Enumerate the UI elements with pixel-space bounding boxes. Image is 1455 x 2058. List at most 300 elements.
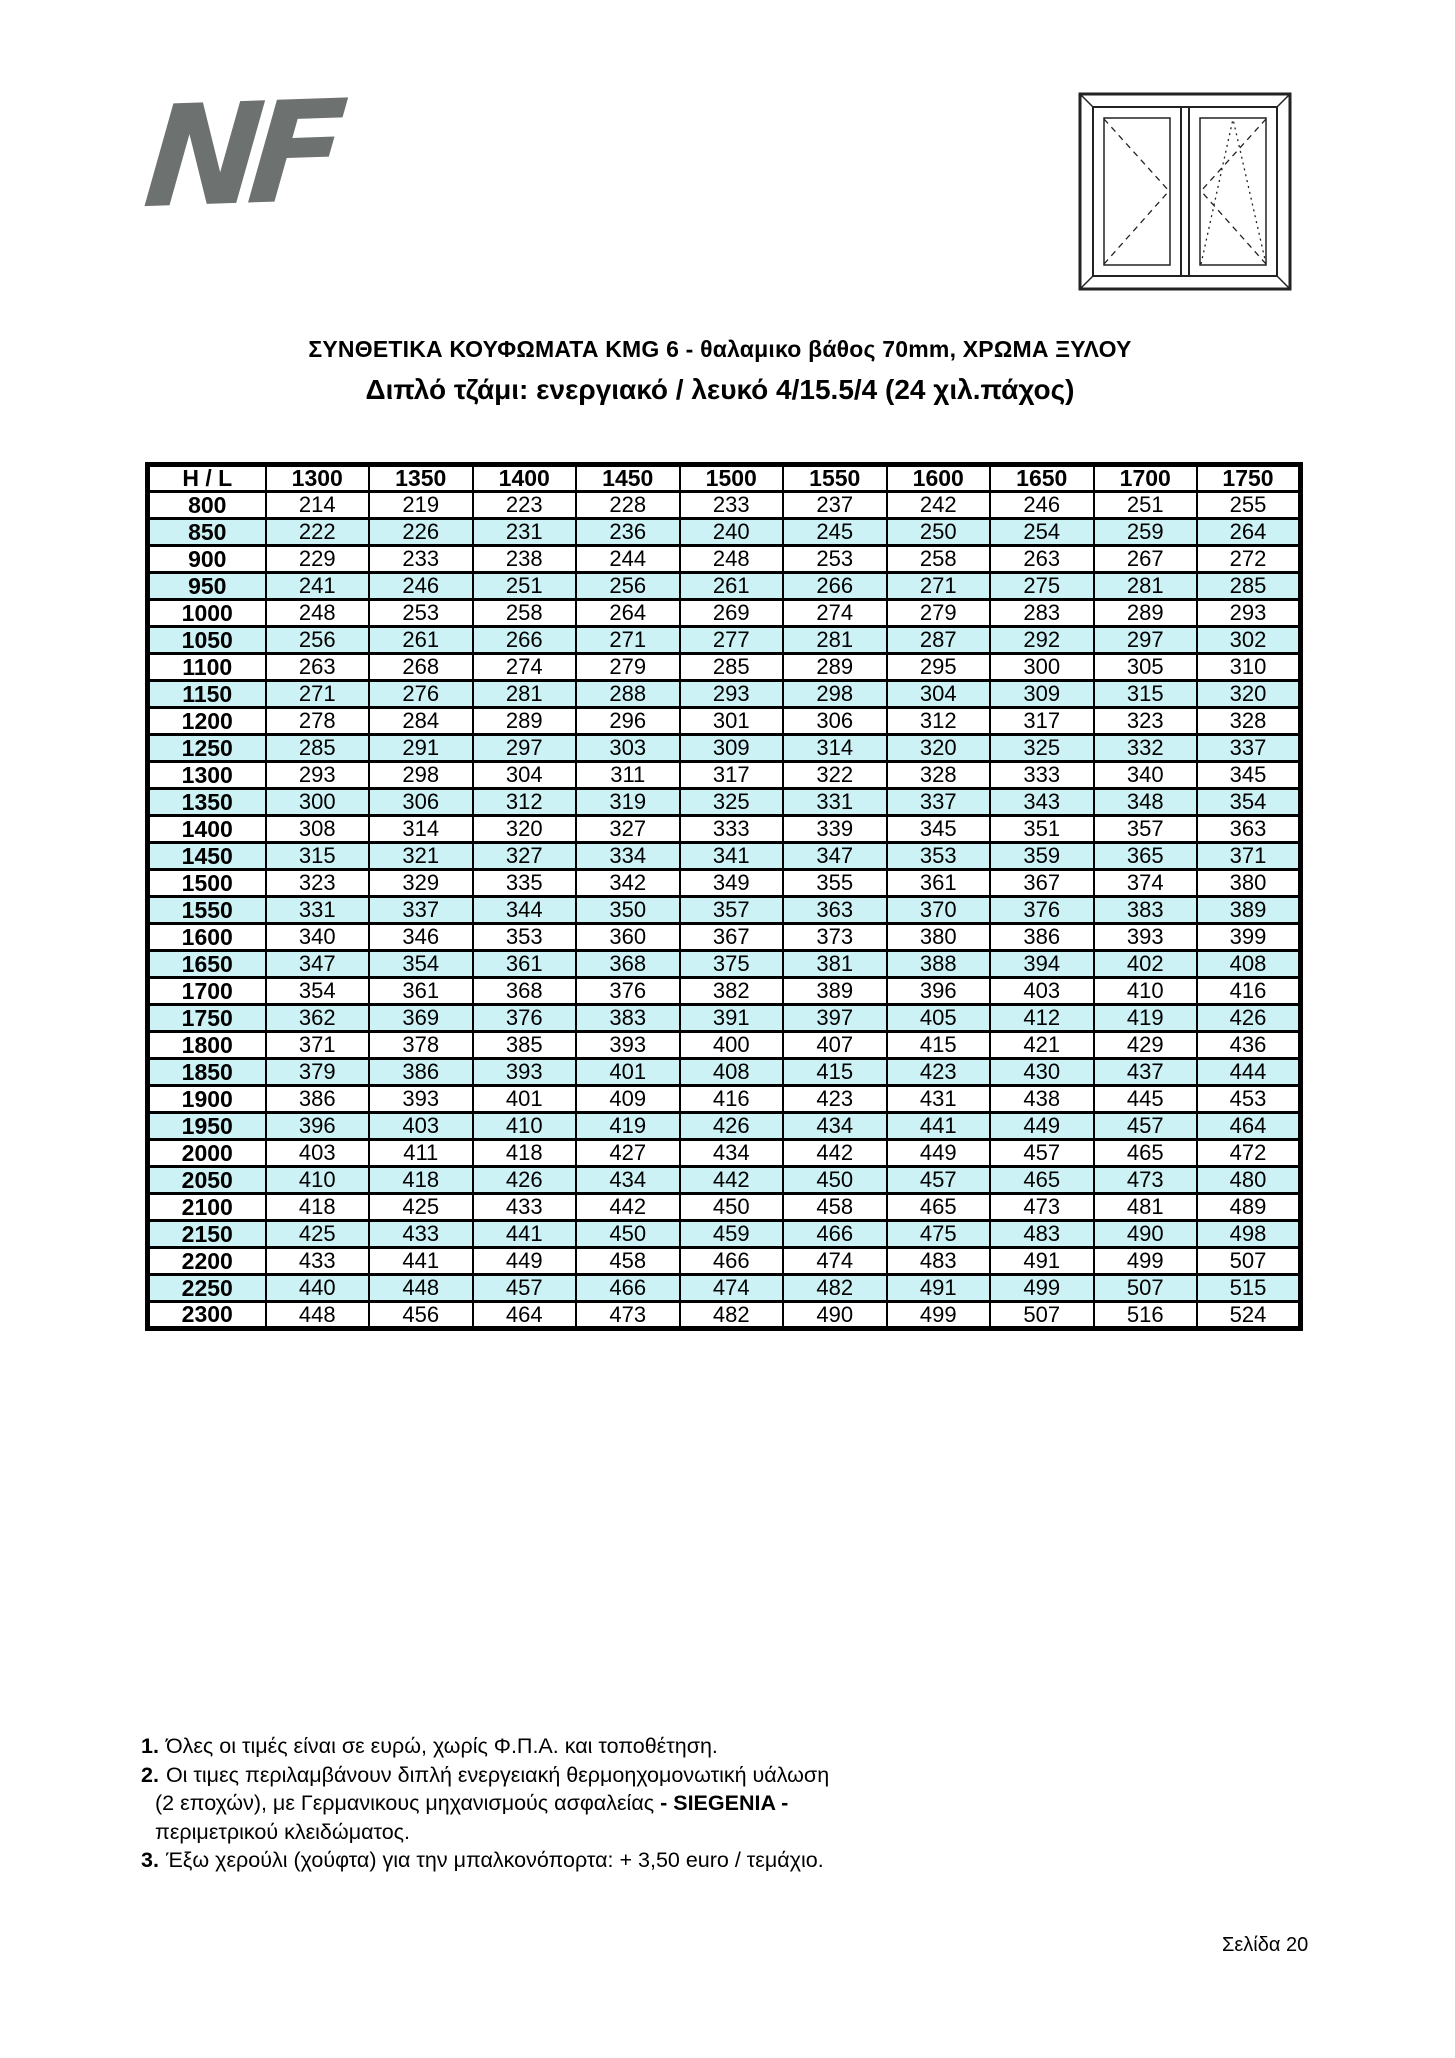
price-cell: 465: [990, 1167, 1094, 1194]
price-cell: 361: [369, 978, 473, 1005]
row-height-cell: 2300: [148, 1302, 266, 1329]
price-cell: 269: [680, 600, 784, 627]
price-cell: 281: [1094, 573, 1198, 600]
price-cell: 434: [783, 1113, 887, 1140]
row-height-cell: 1350: [148, 789, 266, 816]
price-cell: 258: [473, 600, 577, 627]
table-row: [148, 978, 1301, 1005]
price-cell: 403: [990, 978, 1094, 1005]
price-cell: 376: [990, 897, 1094, 924]
row-height-cell: 1000: [148, 600, 266, 627]
table-row: [148, 1113, 1301, 1140]
price-cell: 335: [473, 870, 577, 897]
price-cell: 474: [783, 1248, 887, 1275]
table-row: [148, 1248, 1301, 1275]
row-height-cell: 2000: [148, 1140, 266, 1167]
price-cell: 293: [680, 681, 784, 708]
col-header-cell: 1300: [266, 465, 370, 492]
price-cell: 341: [680, 843, 784, 870]
price-cell: 465: [1094, 1140, 1198, 1167]
price-cell: 378: [369, 1032, 473, 1059]
note-2-line3-text: περιμετρικού κλειδώματος.: [155, 1819, 410, 1844]
price-cell: 408: [680, 1059, 784, 1086]
price-cell: 361: [473, 951, 577, 978]
window-diagram-icon: [1078, 92, 1292, 291]
price-cell: 312: [473, 789, 577, 816]
price-cell: 254: [990, 519, 1094, 546]
price-cell: 391: [680, 1005, 784, 1032]
price-cell: 383: [1094, 897, 1198, 924]
price-cell: 403: [266, 1140, 370, 1167]
price-cell: 400: [680, 1032, 784, 1059]
table-header-row: [148, 465, 1301, 492]
price-cell: 442: [576, 1194, 680, 1221]
row-height-cell: 1550: [148, 897, 266, 924]
row-height-cell: 1250: [148, 735, 266, 762]
price-cell: 248: [266, 600, 370, 627]
nf-logo: NF: [138, 70, 339, 241]
col-header-cell: 1600: [887, 465, 991, 492]
price-cell: 325: [990, 735, 1094, 762]
price-cell: 367: [680, 924, 784, 951]
price-cell: 491: [990, 1248, 1094, 1275]
price-cell: 407: [783, 1032, 887, 1059]
price-cell: 302: [1197, 627, 1301, 654]
price-cell: 303: [576, 735, 680, 762]
price-cell: 362: [266, 1005, 370, 1032]
price-cell: 274: [473, 654, 577, 681]
price-cell: 340: [266, 924, 370, 951]
note-3: [141, 1846, 829, 1875]
page-subtitle: Διπλό τζάμι: ενεργιακό / λευκό 4/15.5/4 (24 χιλ.πάχος): [365, 374, 1075, 405]
table-row: [148, 654, 1301, 681]
price-cell: 238: [473, 546, 577, 573]
price-cell: 401: [576, 1059, 680, 1086]
price-cell: 425: [266, 1221, 370, 1248]
price-cell: 393: [576, 1032, 680, 1059]
price-cell: 278: [266, 708, 370, 735]
price-cell: 359: [990, 843, 1094, 870]
price-cell: 325: [680, 789, 784, 816]
price-cell: 450: [680, 1194, 784, 1221]
price-cell: 402: [1094, 951, 1198, 978]
price-cell: 263: [266, 654, 370, 681]
price-cell: 426: [680, 1113, 784, 1140]
price-cell: 271: [266, 681, 370, 708]
price-cell: 410: [266, 1167, 370, 1194]
price-cell: 251: [473, 573, 577, 600]
price-cell: 464: [473, 1302, 577, 1329]
price-cell: 449: [473, 1248, 577, 1275]
table-row: [148, 735, 1301, 762]
price-cell: 289: [783, 654, 887, 681]
price-cell: 276: [369, 681, 473, 708]
price-cell: 499: [1094, 1248, 1198, 1275]
price-cell: 482: [783, 1275, 887, 1302]
price-cell: 385: [473, 1032, 577, 1059]
price-cell: 368: [473, 978, 577, 1005]
price-cell: 279: [887, 600, 991, 627]
table-row: [148, 600, 1301, 627]
row-height-cell: 1850: [148, 1059, 266, 1086]
price-cell: 433: [266, 1248, 370, 1275]
table-row: [148, 816, 1301, 843]
price-cell: 284: [369, 708, 473, 735]
price-cell: 480: [1197, 1167, 1301, 1194]
price-cell: 382: [680, 978, 784, 1005]
price-cell: 483: [990, 1221, 1094, 1248]
price-cell: 441: [887, 1113, 991, 1140]
row-height-cell: 1400: [148, 816, 266, 843]
price-cell: 263: [990, 546, 1094, 573]
price-cell: 456: [369, 1302, 473, 1329]
price-cell: 242: [887, 492, 991, 519]
price-cell: 403: [369, 1113, 473, 1140]
price-cell: 381: [783, 951, 887, 978]
col-header-cell: 1450: [576, 465, 680, 492]
price-cell: 320: [887, 735, 991, 762]
price-cell: 464: [1197, 1113, 1301, 1140]
price-cell: 351: [990, 816, 1094, 843]
col-header-cell: 1650: [990, 465, 1094, 492]
price-cell: 498: [1197, 1221, 1301, 1248]
price-cell: 315: [1094, 681, 1198, 708]
price-cell: 516: [1094, 1302, 1198, 1329]
price-cell: 386: [990, 924, 1094, 951]
price-cell: 440: [266, 1275, 370, 1302]
price-cell: 272: [1197, 546, 1301, 573]
price-cell: 337: [369, 897, 473, 924]
price-cell: 410: [1094, 978, 1198, 1005]
price-cell: 474: [680, 1275, 784, 1302]
price-cell: 340: [1094, 762, 1198, 789]
price-cell: 473: [990, 1194, 1094, 1221]
col-header-cell: 1500: [680, 465, 784, 492]
price-cell: 371: [1197, 843, 1301, 870]
price-cell: 329: [369, 870, 473, 897]
col-header-cell: 1700: [1094, 465, 1198, 492]
price-cell: 266: [783, 573, 887, 600]
price-cell: 261: [369, 627, 473, 654]
price-cell: 246: [369, 573, 473, 600]
price-cell: 427: [576, 1140, 680, 1167]
price-cell: 264: [576, 600, 680, 627]
price-cell: 466: [680, 1248, 784, 1275]
price-cell: 482: [680, 1302, 784, 1329]
price-cell: 248: [680, 546, 784, 573]
price-cell: 473: [576, 1302, 680, 1329]
price-cell: 268: [369, 654, 473, 681]
price-cell: 233: [680, 492, 784, 519]
row-height-cell: 1450: [148, 843, 266, 870]
price-cell: 295: [887, 654, 991, 681]
table-row: [148, 843, 1301, 870]
price-cell: 256: [576, 573, 680, 600]
price-cell: 281: [783, 627, 887, 654]
price-cell: 333: [680, 816, 784, 843]
price-cell: 332: [1094, 735, 1198, 762]
price-cell: 296: [576, 708, 680, 735]
price-cell: 423: [887, 1059, 991, 1086]
price-cell: 266: [473, 627, 577, 654]
row-height-cell: 800: [148, 492, 266, 519]
row-height-cell: 1750: [148, 1005, 266, 1032]
table-row: [148, 1275, 1301, 1302]
price-cell: 473: [1094, 1167, 1198, 1194]
price-cell: 298: [783, 681, 887, 708]
note-1-text: Όλες οι τιμές είναι σε ευρώ, χωρίς Φ.Π.Α. και τοποθέτηση.: [165, 1734, 718, 1758]
price-cell: 229: [266, 546, 370, 573]
table-row: [148, 519, 1301, 546]
note-2-line2: [141, 1789, 829, 1818]
table-row: [148, 1221, 1301, 1248]
row-height-cell: 1150: [148, 681, 266, 708]
price-cell: 315: [266, 843, 370, 870]
price-cell: 434: [576, 1167, 680, 1194]
price-cell: 383: [576, 1005, 680, 1032]
table-row: [148, 1005, 1301, 1032]
row-height-cell: 1050: [148, 627, 266, 654]
price-cell: 289: [1094, 600, 1198, 627]
price-cell: 507: [1094, 1275, 1198, 1302]
note-1-number: 1.: [141, 1734, 159, 1758]
col-header-cell: 1550: [783, 465, 887, 492]
price-cell: 237: [783, 492, 887, 519]
price-cell: 271: [576, 627, 680, 654]
price-cell: 300: [266, 789, 370, 816]
price-cell: 368: [576, 951, 680, 978]
price-cell: 222: [266, 519, 370, 546]
price-cell: 425: [369, 1194, 473, 1221]
price-cell: 389: [1197, 897, 1301, 924]
note-2-line2-text: (2 εποχών), με Γερμανικους μηχανισμούς ασφαλείας: [155, 1791, 661, 1815]
price-cell: 419: [576, 1113, 680, 1140]
price-cell: 231: [473, 519, 577, 546]
price-table: [145, 462, 1303, 1331]
price-cell: 418: [473, 1140, 577, 1167]
price-cell: 253: [369, 600, 473, 627]
price-cell: 334: [576, 843, 680, 870]
price-cell: 379: [266, 1059, 370, 1086]
price-cell: 279: [576, 654, 680, 681]
price-cell: 433: [473, 1194, 577, 1221]
price-cell: 285: [680, 654, 784, 681]
price-cell: 426: [473, 1167, 577, 1194]
price-cell: 370: [887, 897, 991, 924]
price-cell: 311: [576, 762, 680, 789]
price-cell: 345: [887, 816, 991, 843]
price-cell: 409: [576, 1086, 680, 1113]
price-cell: 421: [990, 1032, 1094, 1059]
table-row: [148, 924, 1301, 951]
price-cell: 305: [1094, 654, 1198, 681]
row-height-cell: 1700: [148, 978, 266, 1005]
price-cell: 437: [1094, 1059, 1198, 1086]
price-cell: 380: [1197, 870, 1301, 897]
price-cell: 367: [990, 870, 1094, 897]
price-cell: 363: [783, 897, 887, 924]
price-cell: 267: [1094, 546, 1198, 573]
price-cell: 347: [783, 843, 887, 870]
note-3-text: Έξω χερούλι (χούφτα) για την μπαλκονόπορτα: + 3,50 euro / τεμάχιο.: [165, 1848, 824, 1872]
price-cell: 418: [369, 1167, 473, 1194]
price-cell: 219: [369, 492, 473, 519]
price-cell: 458: [576, 1248, 680, 1275]
price-cell: 450: [576, 1221, 680, 1248]
row-height-cell: 1200: [148, 708, 266, 735]
price-cell: 357: [680, 897, 784, 924]
price-cell: 429: [1094, 1032, 1198, 1059]
price-cell: 275: [990, 573, 1094, 600]
notes-section: [141, 1732, 829, 1875]
price-cell: 507: [1197, 1248, 1301, 1275]
price-cell: 323: [1094, 708, 1198, 735]
price-cell: 373: [783, 924, 887, 951]
price-cell: 214: [266, 492, 370, 519]
price-cell: 320: [1197, 681, 1301, 708]
price-cell: 236: [576, 519, 680, 546]
price-cell: 347: [266, 951, 370, 978]
price-cell: 457: [887, 1167, 991, 1194]
price-cell: 416: [680, 1086, 784, 1113]
price-cell: 490: [1094, 1221, 1198, 1248]
price-cell: 298: [369, 762, 473, 789]
price-cell: 345: [1197, 762, 1301, 789]
price-cell: 481: [1094, 1194, 1198, 1221]
price-cell: 450: [783, 1167, 887, 1194]
table-row: [148, 492, 1301, 519]
price-cell: 489: [1197, 1194, 1301, 1221]
price-cell: 361: [887, 870, 991, 897]
price-cell: 253: [783, 546, 887, 573]
price-cell: 411: [369, 1140, 473, 1167]
price-cell: 250: [887, 519, 991, 546]
page-number: Σελίδα 20: [1222, 1934, 1309, 1956]
price-cell: 337: [887, 789, 991, 816]
row-height-cell: 1100: [148, 654, 266, 681]
price-cell: 306: [369, 789, 473, 816]
price-cell: 246: [990, 492, 1094, 519]
table-row: [148, 1167, 1301, 1194]
price-cell: 288: [576, 681, 680, 708]
price-cell: 331: [783, 789, 887, 816]
price-cell: 322: [783, 762, 887, 789]
price-cell: 369: [369, 1005, 473, 1032]
price-cell: 277: [680, 627, 784, 654]
price-cell: 308: [266, 816, 370, 843]
note-3-number: 3.: [141, 1848, 159, 1872]
price-cell: 344: [473, 897, 577, 924]
price-cell: 507: [990, 1302, 1094, 1329]
price-cell: 376: [473, 1005, 577, 1032]
page-title: ΣΥΝΘΕΤΙΚΑ ΚΟΥΦΩΜΑΤΑ KMG 6 - θαλαμικο βάθος 70mm, ΧΡΩΜΑ ΞΥΛΟΥ: [308, 336, 1132, 362]
price-cell: 418: [266, 1194, 370, 1221]
table-row: [148, 762, 1301, 789]
price-cell: 293: [266, 762, 370, 789]
price-cell: 300: [990, 654, 1094, 681]
price-cell: 465: [887, 1194, 991, 1221]
table-row: [148, 546, 1301, 573]
price-cell: 349: [680, 870, 784, 897]
price-cell: 430: [990, 1059, 1094, 1086]
price-cell: 449: [990, 1113, 1094, 1140]
price-cell: 459: [680, 1221, 784, 1248]
price-cell: 466: [783, 1221, 887, 1248]
row-height-cell: 1300: [148, 762, 266, 789]
note-2-line3: [141, 1818, 829, 1847]
table-row: [148, 681, 1301, 708]
price-cell: 348: [1094, 789, 1198, 816]
row-height-cell: 2100: [148, 1194, 266, 1221]
price-cell: 399: [1197, 924, 1301, 951]
price-cell: 434: [680, 1140, 784, 1167]
corner-cell: H / L: [148, 465, 266, 492]
price-cell: 297: [1094, 627, 1198, 654]
price-cell: 442: [680, 1167, 784, 1194]
note-2-text: Οι τιμες περιλαμβάνουν διπλή ενεργειακή θερμοηχομονωτική υάλωση: [165, 1762, 830, 1787]
price-cell: 389: [783, 978, 887, 1005]
price-cell: 426: [1197, 1005, 1301, 1032]
price-cell: 499: [887, 1302, 991, 1329]
price-cell: 457: [990, 1140, 1094, 1167]
price-cell: 375: [680, 951, 784, 978]
table-row: [148, 1194, 1301, 1221]
price-cell: 401: [473, 1086, 577, 1113]
price-cell: 386: [369, 1059, 473, 1086]
table-row: [148, 1140, 1301, 1167]
price-cell: 337: [1197, 735, 1301, 762]
price-cell: 448: [266, 1302, 370, 1329]
price-cell: 357: [1094, 816, 1198, 843]
price-cell: 321: [369, 843, 473, 870]
price-cell: 327: [576, 816, 680, 843]
price-cell: 431: [887, 1086, 991, 1113]
col-header-cell: 1350: [369, 465, 473, 492]
price-cell: 415: [783, 1059, 887, 1086]
price-cell: 258: [887, 546, 991, 573]
price-cell: 423: [783, 1086, 887, 1113]
table-row: [148, 1302, 1301, 1329]
price-cell: 304: [473, 762, 577, 789]
price-cell: 394: [990, 951, 1094, 978]
price-cell: 289: [473, 708, 577, 735]
note-2-number: 2.: [141, 1762, 159, 1787]
price-cell: 346: [369, 924, 473, 951]
price-cell: 328: [1197, 708, 1301, 735]
price-cell: 223: [473, 492, 577, 519]
price-cell: 274: [783, 600, 887, 627]
price-cell: 353: [473, 924, 577, 951]
price-cell: 287: [887, 627, 991, 654]
price-cell: 515: [1197, 1275, 1301, 1302]
price-cell: 475: [887, 1221, 991, 1248]
table-row: [148, 1086, 1301, 1113]
price-cell: 354: [266, 978, 370, 1005]
price-cell: 371: [266, 1032, 370, 1059]
price-cell: 264: [1197, 519, 1301, 546]
price-cell: 466: [576, 1275, 680, 1302]
price-cell: 327: [473, 843, 577, 870]
price-cell: 323: [266, 870, 370, 897]
price-cell: 408: [1197, 951, 1301, 978]
price-cell: 339: [783, 816, 887, 843]
price-cell: 261: [680, 573, 784, 600]
price-cell: 442: [783, 1140, 887, 1167]
price-cell: 320: [473, 816, 577, 843]
price-cell: 228: [576, 492, 680, 519]
price-cell: 244: [576, 546, 680, 573]
price-cell: 491: [887, 1275, 991, 1302]
